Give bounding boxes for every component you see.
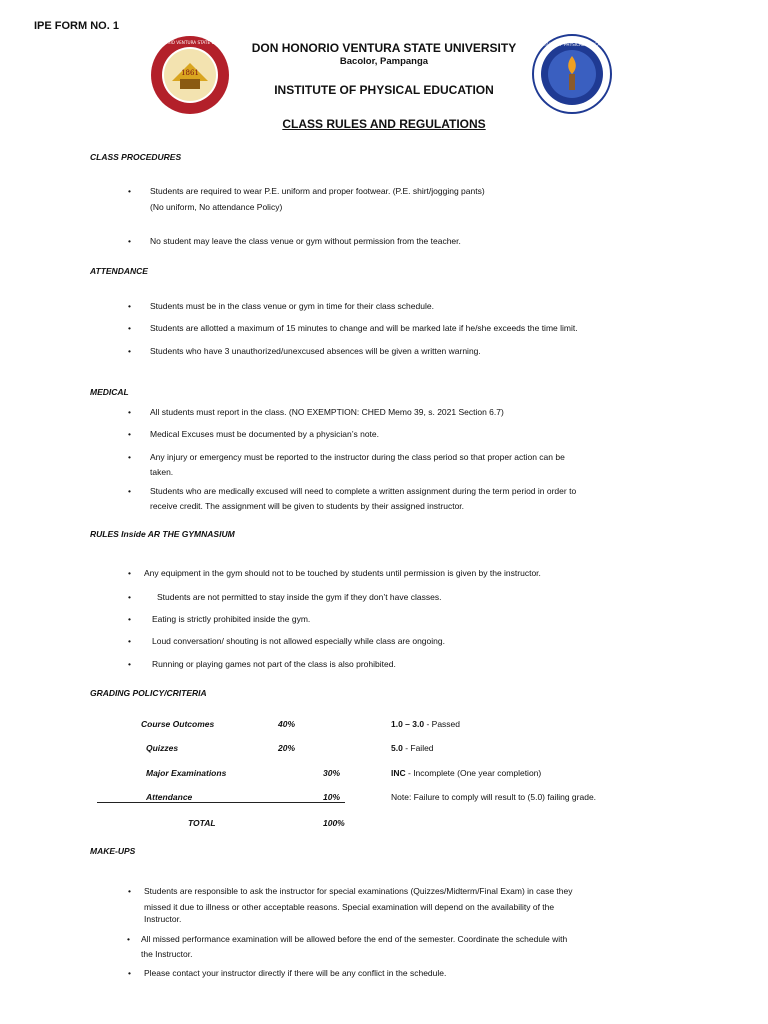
list-item: • Any injury or emergency must be reported to the instructor during the class period so that proper action can be bbox=[150, 450, 565, 465]
grading-total-percent: 100% bbox=[323, 818, 345, 828]
bullet-icon: • bbox=[128, 346, 131, 356]
grading-criterion: Attendance bbox=[146, 792, 193, 802]
grade-scale-item: 1.0 – 3.0 - Passed bbox=[391, 719, 460, 729]
bullet-icon: • bbox=[128, 968, 131, 978]
bullet-icon: • bbox=[128, 301, 131, 311]
section-title-attendance: ATTENDANCE bbox=[90, 266, 148, 276]
bullet-icon: • bbox=[128, 236, 131, 246]
list-item: • Eating is strictly prohibited inside the gym. bbox=[152, 612, 310, 627]
list-item-continuation: the Instructor. bbox=[141, 949, 193, 959]
svg-text:INSTITUTE OF PHYSICAL EDUCATIO: INSTITUTE OF PHYSICAL EDUCATION bbox=[533, 42, 611, 47]
list-item: • No student may leave the class venue or gym without permission from the teacher. bbox=[150, 234, 461, 249]
grading-percent: 10% bbox=[323, 792, 341, 802]
section-title-medical: MEDICAL bbox=[90, 387, 129, 397]
list-item: • Please contact your instructor directly if there will be any conflict in the schedule. bbox=[144, 966, 446, 981]
grade-scale-item: INC - Incomplete (One year completion) bbox=[391, 768, 542, 778]
grade-scale-item: 5.0 - Failed bbox=[391, 743, 434, 753]
list-item: • Students are responsible to ask the instructor for special examinations (Quizzes/Midterm/Final Exam) in case they bbox=[144, 884, 573, 899]
list-item: • Medical Excuses must be documented by a physician’s note. bbox=[150, 427, 379, 442]
bullet-icon: • bbox=[128, 486, 131, 496]
grading-note: Note: Failure to comply will result to (5.0) failing grade. bbox=[391, 792, 597, 802]
bullet-icon: • bbox=[128, 568, 131, 578]
list-item-continuation: missed it due to illness or other acceptable reasons. Special examination will depend on the availability of the bbox=[144, 902, 555, 912]
list-item: • Students who have 3 unauthorized/unexcused absences will be given a written warning. bbox=[150, 344, 481, 359]
bullet-icon: • bbox=[128, 323, 131, 333]
list-item: • Students who are medically excused will need to complete a written assignment during the term period in order to bbox=[150, 484, 576, 499]
list-item: • All missed performance examination will be allowed before the end of the semester. Coordinate the schedule with bbox=[141, 932, 567, 947]
grading-criterion: Major Examinations bbox=[146, 768, 227, 778]
table-divider bbox=[97, 802, 345, 803]
list-item-continuation: taken. bbox=[150, 467, 174, 477]
list-item: • Students are not permitted to stay inside the gym if they don’t have classes. bbox=[157, 590, 441, 605]
list-item: • Students are allotted a maximum of 15 minutes to change and will be marked late if he/she exceeds the time limit. bbox=[150, 321, 578, 336]
bullet-icon: • bbox=[128, 429, 131, 439]
document-title: CLASS RULES AND REGULATIONS bbox=[282, 117, 486, 131]
bullet-icon: • bbox=[128, 186, 131, 196]
svg-text:1861: 1861 bbox=[181, 69, 199, 77]
bullet-icon: • bbox=[128, 886, 131, 896]
institute-name: INSTITUTE OF PHYSICAL EDUCATION bbox=[274, 83, 494, 97]
list-item: • Students are required to wear P.E. uniform and proper footwear. (P.E. shirt/jogging pants) bbox=[150, 184, 485, 199]
grading-criterion: Quizzes bbox=[146, 743, 179, 753]
list-item: • Loud conversation/ shouting is not allowed especially while class are ongoing. bbox=[152, 634, 445, 649]
grading-total-label: TOTAL bbox=[188, 818, 216, 828]
section-title-gym: RULES Inside AR THE GYMNASIUM bbox=[90, 529, 235, 539]
bullet-icon: • bbox=[128, 407, 131, 417]
grading-percent: 40% bbox=[278, 719, 296, 729]
university-location: Bacolor, Pampanga bbox=[339, 56, 429, 67]
list-item: • Running or playing games not part of the class is also prohibited. bbox=[152, 657, 396, 672]
list-item: • Any equipment in the gym should not to be touched by students until permission is given by the instructor. bbox=[144, 566, 541, 581]
list-item-continuation: (No uniform, No attendance Policy) bbox=[150, 202, 283, 212]
section-title-makeups: MAKE-UPS bbox=[90, 846, 136, 856]
grading-percent: 20% bbox=[278, 743, 296, 753]
section-title-procedures: CLASS PROCEDURES bbox=[90, 152, 182, 162]
form-number: IPE FORM NO. 1 bbox=[34, 20, 119, 32]
bullet-icon: • bbox=[128, 452, 131, 462]
bullet-icon: • bbox=[127, 934, 130, 944]
list-item: • Students must be in the class venue or gym in time for their class schedule. bbox=[150, 299, 434, 314]
grading-percent: 30% bbox=[323, 768, 341, 778]
svg-text:DON HONORIO VENTURA STATE UNIV: DON HONORIO VENTURA STATE UNIVERSITY bbox=[143, 40, 237, 45]
grading-criterion: Course Outcomes bbox=[141, 719, 215, 729]
bullet-icon: • bbox=[128, 592, 131, 602]
bullet-icon: • bbox=[128, 636, 131, 646]
list-item-continuation: Instructor. bbox=[144, 914, 182, 924]
university-name: DON HONORIO VENTURA STATE UNIVERSITY bbox=[251, 41, 517, 55]
bullet-icon: • bbox=[128, 659, 131, 669]
list-item-continuation: receive credit. The assignment will be given to students by their assigned instructor. bbox=[150, 501, 465, 511]
section-title-grading: GRADING POLICY/CRITERIA bbox=[90, 688, 207, 698]
bullet-icon: • bbox=[128, 614, 131, 624]
list-item: • All students must report in the class. (NO EXEMPTION: CHED Memo 39, s. 2021 Section 6.7) bbox=[150, 405, 504, 420]
